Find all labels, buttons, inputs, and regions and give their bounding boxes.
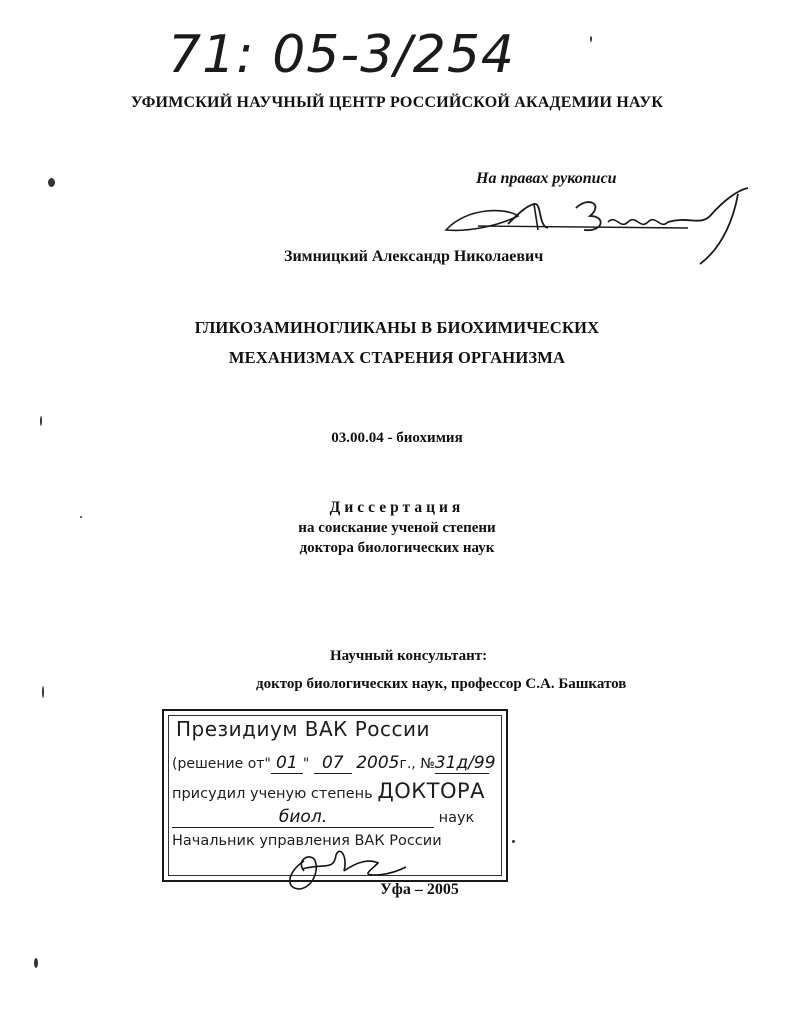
- stamp-decision-day: 01: [271, 753, 303, 774]
- scan-speck: [512, 840, 515, 843]
- scan-speck: [590, 36, 592, 42]
- scan-speck: [34, 958, 38, 968]
- organization-name: УФИМСКИЙ НАУЧНЫЙ ЦЕНТР РОССИЙСКОЙ АКАДЕМИИ НАУК: [130, 94, 664, 111]
- stamp-field-suffix: наук: [438, 810, 475, 826]
- stamp-degree: ДОКТОРА: [377, 779, 486, 803]
- thesis-title-line-2: МЕХАНИЗМАХ СТАРЕНИЯ ОРГАНИЗМА: [228, 348, 566, 367]
- vak-approval-stamp: [162, 709, 508, 882]
- stamp-decision-year: 2005: [356, 753, 400, 773]
- stamp-decision-number: 31д/99: [434, 753, 496, 773]
- city-year: Уфа – 2005: [380, 881, 459, 898]
- author-name: Зимницкий Александр Николаевич: [284, 248, 544, 265]
- scan-speck: [48, 178, 55, 187]
- handwritten-archive-code: [168, 12, 516, 92]
- stamp-quote: ": [302, 756, 310, 772]
- dissertation-field-line: доктора биологических наук: [299, 540, 495, 556]
- dissertation-heading: Диссертация: [329, 499, 465, 516]
- stamp-number-label: г., №: [399, 756, 435, 772]
- stamp-awarded-text: присудил ученую степень: [172, 786, 373, 802]
- archive-code-text: 71: 05-3/254: [168, 25, 516, 85]
- thesis-title-line-1: ГЛИКОЗАМИНОГЛИКАНЫ В БИОХИМИЧЕСКИХ: [194, 318, 600, 337]
- stamp-awarded-line: [172, 779, 485, 803]
- stamp-field-value: биол.: [172, 807, 434, 828]
- stamp-header: Президиум ВАК России: [176, 717, 431, 741]
- stamp-field-line: [172, 807, 498, 828]
- stamp-chief-line: Начальник управления ВАК России: [172, 833, 442, 849]
- consultant-label: Научный консультант:: [330, 648, 488, 664]
- stamp-decision-prefix: (решение от": [172, 756, 271, 772]
- scan-speck: [40, 416, 42, 426]
- dissertation-degree-line: на соискание ученой степени: [298, 520, 496, 536]
- manuscript-rights-label: На правах рукописи: [476, 170, 617, 187]
- consultant-name: доктор биологических наук, профессор С.А. Башкатов: [256, 676, 627, 692]
- stamp-decision-line: [172, 753, 496, 774]
- scan-speck: [42, 686, 44, 698]
- stamp-decision-month: 07: [314, 753, 352, 774]
- specialty-code: 03.00.04 - биохимия: [331, 430, 463, 446]
- scan-speck: [80, 516, 82, 518]
